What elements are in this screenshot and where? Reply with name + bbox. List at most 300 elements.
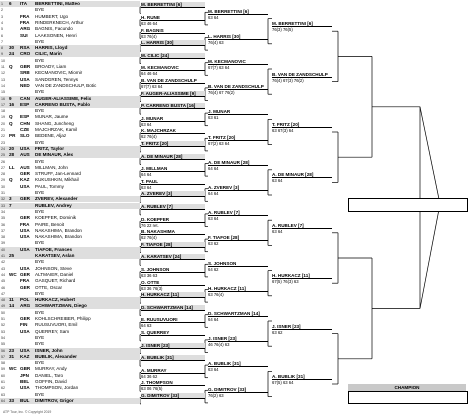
- draw-row: [0, 114, 140, 120]
- match-score: 63 64: [208, 14, 219, 20]
- row-seed: 11: [9, 297, 14, 303]
- row-nat: GBR: [20, 64, 31, 69]
- winner-name: S. JOHNSON: [208, 261, 268, 267]
- row-player: RUBLEV, Andrey: [35, 202, 72, 208]
- row-seed: 14: [9, 303, 15, 309]
- row-nat: GER: [20, 215, 30, 221]
- row-no: 25: [1, 153, 5, 158]
- row-player: SHANG, Juncheng: [35, 120, 74, 126]
- row-player: BYE: [35, 391, 45, 397]
- winner-name: A. ZVEREV [3]: [141, 191, 205, 197]
- draw-row: [0, 20, 140, 26]
- match-score: 63 61: [208, 115, 219, 121]
- row-no: 64: [1, 398, 5, 403]
- winner-name: M. BERRETTINI [6]: [208, 9, 268, 15]
- row-nat: BEL: [20, 379, 30, 384]
- winner-name: D. SCHWARTZMAN [14]: [141, 305, 205, 311]
- winner-name: T. PAUL: [141, 179, 205, 185]
- draw-row: [0, 310, 140, 316]
- winner-name: J. MUNAR: [141, 116, 205, 122]
- row-player: GASQUET, Richard: [35, 278, 76, 284]
- row-no: 54: [1, 335, 5, 340]
- row-player: DE MINAUR, Alex: [35, 152, 74, 158]
- match-score: 64 64: [208, 191, 219, 196]
- winner-name: F. AUGER-ALIASSIME [9]: [141, 91, 205, 97]
- row-no: 37: [1, 228, 5, 233]
- row-player: BYE: [35, 108, 45, 114]
- match-winner: [141, 355, 205, 361]
- match-score: 63 64: [208, 367, 219, 373]
- row-player: KARATSEV, Aslan: [35, 253, 75, 258]
- row-seed: Q: [9, 120, 13, 126]
- winner-name: F. BAGNIS: [141, 28, 205, 34]
- match-score: 64 64: [141, 172, 152, 178]
- row-player: FRITZ, Taylor: [35, 145, 65, 151]
- row-nat: USA: [20, 145, 30, 151]
- row-no: 2: [1, 8, 3, 13]
- row-no: 31: [1, 191, 5, 195]
- row-seed: 23: [9, 347, 15, 353]
- row-seed: 16: [9, 101, 15, 107]
- match-winner: [272, 374, 332, 385]
- row-no: 41: [1, 254, 5, 258]
- winner-name: B. NAKASHIMA: [141, 229, 205, 235]
- match-winner: [141, 53, 205, 59]
- match-score: 64 64: [208, 317, 219, 322]
- draw-row: [0, 140, 140, 146]
- row-player: TIAFOE, Frances: [35, 246, 73, 252]
- draw-row: [0, 108, 140, 114]
- winner-name: L. HARRIS [30]: [141, 40, 205, 46]
- draw-row: [0, 354, 140, 360]
- match-winner: [208, 34, 268, 45]
- row-no: 51: [1, 317, 5, 321]
- match-score: 63 67(3) 64: [272, 128, 294, 133]
- draw-row: [0, 373, 140, 379]
- row-no: 28: [1, 172, 5, 177]
- draw-row: [0, 316, 140, 322]
- winner-name: A. RUBLEV [7]: [272, 223, 332, 229]
- draw-row: [0, 215, 140, 221]
- row-no: 52: [1, 323, 5, 328]
- row-no: 33: [1, 203, 5, 208]
- row-no: 17: [1, 102, 5, 107]
- row-no: 23: [1, 140, 5, 145]
- draw-row: [0, 348, 140, 354]
- match-score: 64 62: [208, 266, 219, 272]
- draw-row: [0, 171, 140, 177]
- winner-name: A. RUBLEV [7]: [141, 204, 205, 210]
- row-player: NAKASHIMA, Brandon: [35, 227, 82, 233]
- row-nat: KAZ: [20, 353, 30, 359]
- draw-row: [0, 121, 140, 127]
- row-no: 34: [1, 209, 5, 214]
- row-no: 8: [1, 46, 3, 51]
- winner-name: J. ISNER [23]: [272, 324, 332, 330]
- row-nat: FRA: [20, 278, 30, 284]
- row-nat: USA: [20, 227, 30, 233]
- match-winner: [141, 128, 205, 139]
- row-no: 60: [1, 373, 5, 378]
- match-score: 63 62: [272, 329, 283, 335]
- draw-row: [0, 70, 140, 76]
- row-player: PAUL, Tommy: [35, 183, 64, 189]
- row-nat: FRA: [20, 221, 30, 227]
- row-player: STRUFF, Jan-Lennard: [35, 171, 81, 177]
- row-nat: POL: [20, 297, 30, 303]
- winner-name: M. CILIC [24]: [141, 53, 205, 59]
- match-score: 63 76(4): [208, 291, 224, 297]
- row-nat: FIN: [20, 322, 28, 328]
- draw-row: [0, 322, 140, 328]
- row-no: 1: [1, 2, 3, 6]
- row-nat: GER: [20, 271, 30, 277]
- winner-name: A. KARATSEV [24]: [141, 254, 205, 260]
- row-player: OTTE, Oscar: [35, 284, 63, 290]
- winner-name: H. HURKACZ [11]: [208, 286, 268, 292]
- row-player: BYE: [35, 290, 45, 296]
- draw-row: [0, 222, 140, 228]
- draw-row: [0, 165, 140, 171]
- row-nat: FRA: [20, 19, 30, 25]
- row-player: BYE: [35, 57, 45, 63]
- draw-row: [0, 234, 140, 240]
- match-winner: [141, 242, 205, 248]
- row-player: PAIRE, Benoit: [35, 221, 65, 227]
- match-winner: [141, 103, 205, 109]
- draw-row: [0, 392, 140, 398]
- winner-name: A. BUBLIK [31]: [141, 355, 205, 361]
- draw-row: [0, 272, 140, 278]
- draw-row: [0, 45, 140, 51]
- match-winner: [272, 21, 332, 32]
- row-nat: GER: [20, 171, 30, 177]
- row-no: 58: [1, 361, 5, 366]
- winner-name: J. ISNER [23]: [208, 336, 268, 342]
- draw-row: [0, 247, 140, 253]
- row-no: 59: [1, 367, 5, 372]
- row-nat: SLO: [20, 133, 30, 139]
- row-nat: KAZ: [20, 177, 30, 183]
- row-no: 50: [1, 310, 5, 315]
- draw-row: [0, 159, 140, 165]
- draw-row: [0, 360, 140, 366]
- row-nat: USA: [20, 265, 30, 271]
- winner-name: G. DIMITROV [33]: [208, 387, 268, 393]
- row-nat: USA: [20, 246, 30, 252]
- draw-row: [0, 146, 140, 152]
- row-no: 20: [1, 121, 5, 126]
- winner-name: S. QUERREY: [141, 330, 205, 336]
- row-player: BYE: [35, 158, 45, 164]
- row-player: BYE: [35, 334, 45, 340]
- row-player: BYE: [35, 240, 45, 246]
- draw-row: [0, 177, 140, 183]
- row-player: BYE: [35, 139, 45, 145]
- draw-row: [0, 51, 140, 57]
- match-winner: [141, 191, 205, 197]
- draw-row: [0, 14, 140, 20]
- match-score: 46 76(4) 63: [208, 342, 230, 348]
- draw-row: [0, 102, 140, 108]
- row-player: GOFFIN, David: [35, 379, 67, 384]
- row-no: 53: [1, 329, 5, 334]
- match-winner: [141, 229, 205, 240]
- row-player: BYE: [35, 89, 45, 95]
- row-no: 57: [1, 354, 5, 359]
- row-player: KECMANOVIC, Miomir: [35, 70, 83, 76]
- winner-name: M. BERRETTINI [6]: [141, 2, 205, 8]
- row-player: LAAKSONEN, Henri: [35, 32, 77, 38]
- row-nat: GER: [20, 316, 30, 321]
- row-no: 43: [1, 266, 5, 271]
- match-score: 62 76(4): [141, 235, 157, 241]
- row-no: 3: [1, 14, 3, 19]
- row-no: 30: [1, 184, 5, 189]
- winner-name: M. KECMANOVIC: [141, 65, 205, 71]
- row-nat: GBR: [20, 366, 31, 372]
- row-no: 42: [1, 260, 5, 265]
- match-score: 63 36 76(3): [141, 285, 163, 291]
- row-seed: 25: [9, 253, 15, 258]
- match-score: 63 64: [141, 184, 152, 190]
- match-winner: [208, 59, 268, 70]
- row-nat: ESP: [20, 114, 30, 120]
- winner-name: B. VAN DE ZANDSCHULP: [272, 72, 332, 78]
- row-player: SCHWARTZMAN, Diego: [35, 303, 87, 309]
- match-winner: [208, 185, 268, 196]
- draw-row: [0, 196, 140, 202]
- match-winner: [141, 40, 205, 46]
- row-no: 29: [1, 178, 5, 183]
- row-seed: 31: [9, 353, 15, 359]
- draw-row: [0, 385, 140, 391]
- row-no: 56: [1, 348, 5, 353]
- draw-row: [0, 96, 140, 102]
- row-seed: 9: [9, 95, 12, 101]
- row-player: BROADY, Liam: [35, 64, 67, 69]
- row-seed: 3: [9, 196, 12, 202]
- row-nat: GER: [20, 196, 30, 202]
- match-score: 63 46 64: [141, 20, 158, 26]
- match-score: 67(5) 63 64: [272, 380, 294, 385]
- row-no: 9: [1, 52, 3, 57]
- winner-name: F. TIAFOE [28]: [208, 235, 268, 241]
- row-player: ISNER, John: [35, 347, 63, 353]
- match-winner: [141, 254, 205, 260]
- draw-row: [0, 341, 140, 347]
- row-player: KOHLSCHREIBER, Philipp: [35, 316, 91, 321]
- draw-row: [0, 259, 140, 265]
- winner-name: A. DE MINAUR [28]: [141, 154, 205, 160]
- row-no: 19: [1, 115, 5, 120]
- match-score: 76 22 ret.: [141, 222, 159, 228]
- row-seed: Q: [9, 114, 13, 120]
- row-player: BYE: [35, 7, 45, 13]
- match-winner: [272, 324, 332, 335]
- draw-row: [0, 240, 140, 246]
- match-winner: [272, 223, 332, 234]
- row-nat: FRA: [20, 13, 30, 19]
- row-seed: 30: [9, 45, 15, 51]
- final-diag: [420, 204, 440, 308]
- match-score: 63 64: [141, 121, 152, 127]
- draw-row: [0, 266, 140, 272]
- match-score: 63 06 76(5): [141, 386, 163, 392]
- match-score: 63 64: [208, 216, 219, 222]
- winner-name: A. RUBLEV [7]: [208, 210, 268, 216]
- row-no: 49: [1, 304, 5, 309]
- match-winner: [208, 84, 268, 95]
- row-player: RUUSUVUORI, Emil: [35, 322, 78, 328]
- draw-row: [0, 127, 140, 133]
- row-nat: NED: [20, 82, 30, 88]
- winner-name: O. OTTE: [141, 280, 205, 286]
- match-score: 76(2) 63: [208, 392, 224, 398]
- row-nat: AUS: [20, 164, 30, 170]
- row-no: 62: [1, 386, 5, 391]
- match-winner: [141, 305, 205, 311]
- winner-name: H. RUNE: [141, 15, 205, 21]
- winner-name: H. HURKACZ [11]: [272, 273, 332, 279]
- draw-row: [0, 33, 140, 39]
- row-player: MAJCHRZAK, Kamil: [35, 127, 78, 132]
- draw-row: [0, 209, 140, 215]
- match-winner: [208, 336, 268, 347]
- match-winner: [208, 387, 268, 398]
- row-seed: 20: [9, 145, 15, 151]
- row-no: 39: [1, 241, 5, 246]
- row-seed: 28: [9, 152, 15, 158]
- row-nat: USA: [20, 328, 30, 334]
- row-player: KOEPFER, Dominik: [35, 215, 77, 221]
- row-player: MUNAR, Jaume: [35, 114, 69, 120]
- draw-row: [0, 228, 140, 234]
- row-no: 44: [1, 272, 5, 277]
- row-no: 11: [1, 65, 5, 69]
- row-player: BYE: [35, 360, 45, 366]
- match-winner: [208, 286, 268, 297]
- row-no: 13: [1, 77, 5, 82]
- row-nat: USA: [20, 234, 30, 240]
- champion-label: CHAMPION: [348, 384, 466, 391]
- draw-row: [0, 379, 140, 385]
- match-winner: [208, 9, 268, 20]
- match-winner: [272, 273, 332, 284]
- match-winner: [208, 235, 268, 246]
- match-winner: [141, 380, 205, 391]
- row-player: RINDERKNECH, Arthur: [35, 19, 84, 25]
- winner-name: D. KOEPFER: [141, 217, 205, 223]
- row-nat: ESP: [20, 101, 30, 107]
- match-score: 67(5) 76(3) 63: [272, 279, 299, 285]
- winner-name: A. DE MINAUR [28]: [272, 172, 332, 178]
- row-seed: Q: [9, 64, 13, 69]
- match-winner: [141, 317, 205, 328]
- row-nat: BUL: [20, 397, 30, 403]
- row-player: HUMBERT, Ugo: [35, 13, 69, 19]
- winner-name: G. DIMITROV [33]: [141, 393, 205, 399]
- match-score: 63 64: [272, 178, 283, 184]
- row-player: KUKUSHKIN, Mikhail: [35, 177, 79, 183]
- row-seed: LL: [9, 164, 15, 170]
- draw-row: [0, 190, 140, 196]
- row-nat: RSA: [20, 45, 30, 51]
- row-nat: AUS: [20, 152, 30, 158]
- draw-row: [0, 303, 140, 309]
- row-no: 18: [1, 109, 5, 114]
- row-no: 21: [1, 128, 5, 132]
- match-score: 62 76(4): [141, 134, 157, 140]
- match-winner: [141, 179, 205, 190]
- row-nat: ITA: [20, 1, 28, 6]
- row-no: 63: [1, 392, 5, 397]
- row-no: 61: [1, 380, 5, 384]
- winner-name: J. THOMPSON: [141, 380, 205, 386]
- row-player: BYE: [35, 309, 45, 315]
- row-no: 12: [1, 71, 5, 76]
- draw-row: [0, 1, 140, 7]
- row-player: BEDENE, Aljaz: [35, 133, 67, 139]
- match-winner: [141, 166, 205, 177]
- match-winner: [141, 154, 205, 160]
- row-seed: 7: [9, 202, 12, 208]
- row-no: 7: [1, 39, 3, 44]
- row-seed: 24: [9, 51, 15, 57]
- winner-name: A. BUBLIK [31]: [272, 374, 332, 380]
- row-player: DANIEL, Taro: [35, 372, 63, 378]
- match-winner: [141, 2, 205, 8]
- row-player: BYE: [35, 259, 45, 265]
- row-nat: ARG: [20, 303, 31, 309]
- match-score: 63 64: [272, 228, 283, 234]
- row-seed: WC: [9, 366, 17, 372]
- match-score: 67(2) 63 64: [208, 140, 230, 146]
- footer-copyright: ATP Tour, Inc. © Copyright 2019: [3, 410, 52, 414]
- draw-row: [0, 89, 140, 95]
- row-nat: ARG: [20, 26, 31, 32]
- match-winner: [141, 78, 205, 89]
- match-score: 63 62: [208, 241, 219, 247]
- winner-name: T. FRITZ [20]: [208, 135, 268, 141]
- row-no: 24: [1, 146, 5, 151]
- match-score: 67(7) 63 64: [141, 83, 163, 89]
- match-winner: [272, 172, 332, 183]
- row-nat: USA: [20, 76, 30, 82]
- row-no: 35: [1, 216, 5, 221]
- match-score: 76(4) 67 76(2): [208, 90, 235, 96]
- draw-row: [0, 285, 140, 291]
- row-no: 32: [1, 197, 5, 202]
- winner-name: A. DE MINAUR [28]: [208, 160, 268, 166]
- row-no: 48: [1, 298, 5, 303]
- row-player: BYE: [35, 38, 45, 44]
- winner-name: D. SCHWARTZMAN [14]: [208, 311, 268, 317]
- winner-name: A. ZVEREV [3]: [208, 185, 268, 191]
- winner-name: M. KECMANOVIC: [208, 59, 268, 65]
- match-winner: [208, 261, 268, 272]
- winner-name: E. RUUSUVUORI: [141, 317, 205, 323]
- row-player: BUBLIK, Alexander: [35, 353, 77, 359]
- row-no: 38: [1, 235, 5, 240]
- match-score: 63 76(4): [141, 33, 157, 39]
- draw-row: [0, 39, 140, 45]
- row-player: HARRIS, Lloyd: [35, 45, 68, 51]
- winner-name: L. HARRIS [30]: [208, 34, 268, 40]
- row-seed: 33: [9, 397, 15, 403]
- row-player: CILIC, Marin: [35, 51, 62, 57]
- row-no: 36: [1, 222, 5, 227]
